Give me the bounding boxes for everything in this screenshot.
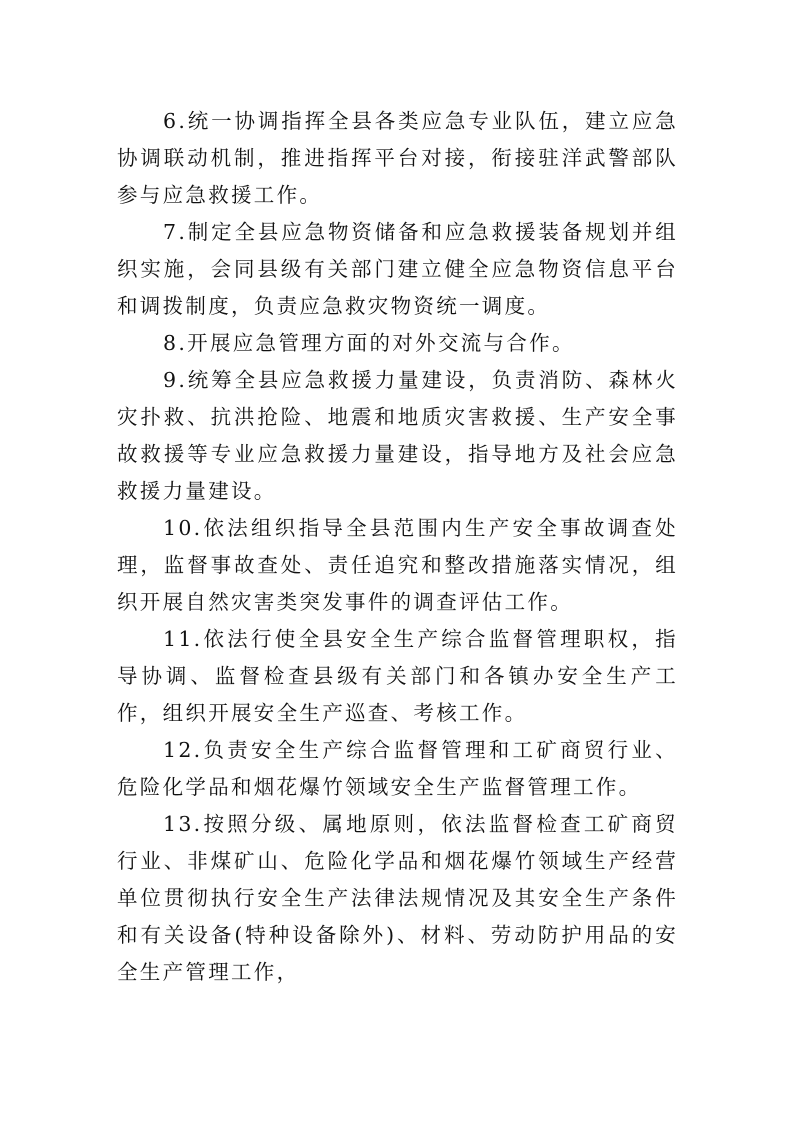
paragraph-12: 12.负责安全生产综合监督管理和工矿商贸行业、危险化学品和烟花爆竹领域安全生产监督管理工作。: [117, 738, 678, 799]
paragraph-13: 13.按照分级、属地原则，依法监督检查工矿商贸行业、非煤矿山、危险化学品和烟花爆竹领域生产经营单位贯彻执行安全生产法律法规情况及其安全生产条件和有关设备(特种设备除外)、材料、劳动防护用品的安全生产管理工作，: [117, 812, 678, 984]
paragraph-7: 7.制定全县应急物资储备和应急救援装备规划并组织实施，会同县级有关部门建立健全应急物资信息平台和调拨制度，负责应急救灾物资统一调度。: [117, 220, 678, 318]
paragraph-9: 9.统筹全县应急救援力量建设，负责消防、森林火灾扑救、抗洪抢险、地震和地质灾害救援、生产安全事故救援等专业应急救援力量建设，指导地方及社会应急救援力量建设。: [117, 368, 678, 503]
paragraph-6: 6.统一协调指挥全县各类应急专业队伍，建立应急协调联动机制，推进指挥平台对接，衔接驻洋武警部队参与应急救援工作。: [117, 109, 678, 207]
paragraph-8: 8.开展应急管理方面的对外交流与合作。: [163, 331, 575, 355]
paragraph-10: 10.依法组织指导全县范围内生产安全事故调查处理，监督事故查处、责任追究和整改措施落实情况，组织开展自然灾害类突发事件的调查评估工作。: [117, 516, 678, 614]
paragraph-11: 11.依法行使全县安全生产综合监督管理职权，指导协调、监督检查县级有关部门和各镇办安全生产工作，组织开展安全生产巡查、考核工作。: [117, 627, 678, 725]
document-body: [117, 103, 678, 991]
